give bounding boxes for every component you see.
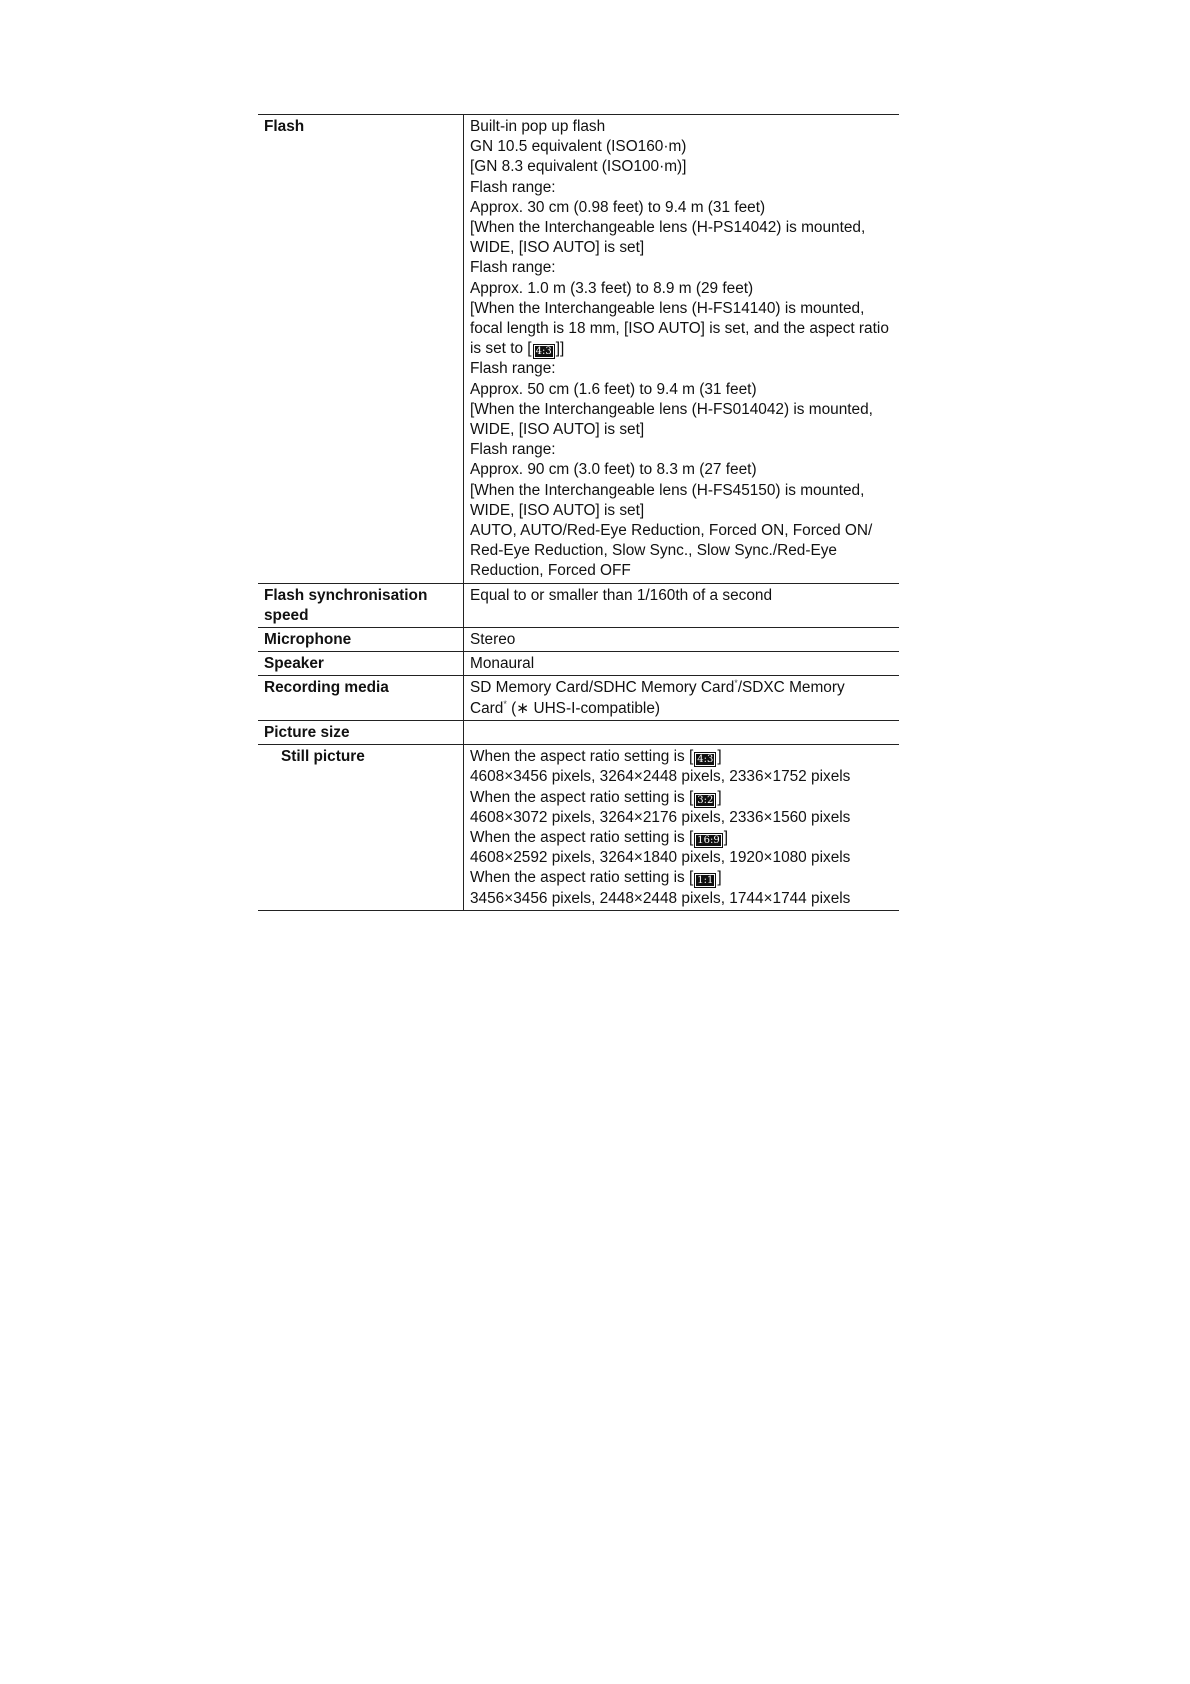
aspect-ratio-line — [470, 747, 899, 767]
flash-line: [When the Interchangeable lens (H-FS014042) is mounted, — [470, 400, 873, 418]
aspect-ratio-16-9-icon: 16:9 — [694, 833, 722, 848]
spec-label-flash-sync — [258, 583, 464, 627]
flash-line: WIDE, [ISO AUTO] is set] — [470, 421, 645, 439]
flash-line: [When the Interchangeable lens (H-FS45150) is mounted, — [470, 481, 865, 499]
specifications-table — [258, 114, 899, 911]
spec-label-picture-size: Picture size — [258, 720, 464, 744]
flash-sync-label-line: speed — [264, 606, 309, 624]
spec-label-still-picture: Still picture — [258, 745, 464, 911]
footnote-mark: * — [503, 698, 507, 709]
flash-line: Approx. 90 cm (3.0 feet) to 8.3 m (27 feet) — [470, 461, 757, 479]
flash-line: [When the Interchangeable lens (H-FS14140) is mounted, — [470, 299, 865, 317]
spec-label-microphone: Microphone — [258, 628, 464, 652]
recording-media-note: (∗ UHS-I-compatible) — [506, 699, 661, 717]
recording-media-text: /SDXC Memory — [737, 679, 845, 697]
flash-line: Flash range: — [470, 441, 556, 459]
aspect-suffix: ] — [723, 828, 729, 846]
spec-value-speaker: Monaural — [470, 655, 535, 673]
flash-line: WIDE, [ISO AUTO] is set] — [470, 239, 645, 257]
spec-label-recording-media: Recording media — [258, 676, 464, 720]
recording-media-text: SD Memory Card/SDHC Memory Card — [470, 679, 735, 697]
flash-line: WIDE, [ISO AUTO] is set] — [470, 501, 645, 519]
picture-sizes-line: 4608×3456 pixels, 3264×2448 pixels, 2336×1752 pixels — [470, 768, 851, 786]
flash-sync-label-line: Flash synchronisation — [264, 586, 428, 604]
flash-aspect-prefix: is set to [ — [470, 340, 532, 358]
aspect-prefix: When the aspect ratio setting is [ — [470, 788, 694, 806]
spec-row-recording-media — [258, 676, 899, 720]
spec-row-microphone — [258, 628, 899, 652]
flash-line: [GN 8.3 equivalent (ISO100·m)] — [470, 158, 687, 176]
flash-line: AUTO, AUTO/Red-Eye Reduction, Forced ON, Forced ON/ — [470, 522, 873, 540]
spec-row-picture-size — [258, 720, 899, 744]
spec-row-flash-sync — [258, 583, 899, 627]
aspect-suffix: ] — [717, 748, 722, 766]
spec-value-flash-sync: Equal to or smaller than 1/160th of a second — [470, 586, 773, 604]
flash-line: Built-in pop up flash — [470, 118, 606, 135]
flash-aspect-suffix: ]] — [555, 340, 565, 358]
flash-line: Flash range: — [470, 259, 556, 277]
aspect-ratio-line — [470, 828, 899, 848]
spec-value-flash — [464, 115, 900, 584]
aspect-ratio-line — [470, 788, 899, 808]
aspect-suffix: ] — [717, 869, 722, 887]
spec-value-picture-size — [464, 720, 900, 744]
recording-media-text: Card — [470, 699, 504, 717]
aspect-ratio-4-3-icon: 4:3 — [694, 752, 716, 767]
flash-line: Reduction, Forced OFF — [470, 562, 631, 580]
spec-value-recording-media — [464, 676, 900, 720]
spec-value-still-picture — [464, 745, 900, 911]
aspect-ratio-1-1-icon: 1:1 — [694, 873, 716, 888]
spec-row-still-picture — [258, 745, 899, 911]
aspect-suffix: ] — [717, 788, 722, 806]
spec-row-flash — [258, 115, 899, 584]
flash-line: GN 10.5 equivalent (ISO160·m) — [470, 138, 687, 156]
aspect-ratio-4-3-icon: 4:3 — [533, 344, 555, 359]
flash-line: Approx. 50 cm (1.6 feet) to 9.4 m (31 feet) — [470, 380, 757, 398]
flash-line: [When the Interchangeable lens (H-PS14042) is mounted, — [470, 219, 866, 237]
recording-media-line — [470, 699, 899, 719]
aspect-prefix: When the aspect ratio setting is [ — [470, 828, 694, 846]
flash-line: Red-Eye Reduction, Slow Sync., Slow Sync./Red-Eye — [470, 542, 837, 560]
spec-label-speaker: Speaker — [258, 652, 464, 676]
flash-line-aspect — [470, 339, 899, 359]
picture-sizes-line: 4608×3072 pixels, 3264×2176 pixels, 2336×1560 pixels — [470, 808, 851, 826]
aspect-prefix: When the aspect ratio setting is [ — [470, 748, 694, 766]
flash-line: focal length is 18 mm, [ISO AUTO] is set, and the aspect ratio — [470, 320, 889, 338]
spec-value-microphone: Stereo — [470, 631, 516, 649]
flash-line: Flash range: — [470, 178, 556, 196]
aspect-ratio-3-2-icon: 3:2 — [694, 793, 716, 808]
recording-media-line — [470, 678, 899, 698]
flash-line: Approx. 30 cm (0.98 feet) to 9.4 m (31 feet) — [470, 198, 766, 216]
picture-sizes-line: 3456×3456 pixels, 2448×2448 pixels, 1744×1744 pixels — [470, 889, 851, 907]
flash-line: Approx. 1.0 m (3.3 feet) to 8.9 m (29 feet) — [470, 279, 754, 297]
aspect-ratio-line — [470, 868, 899, 888]
spec-label-flash: Flash — [258, 115, 464, 584]
aspect-prefix: When the aspect ratio setting is [ — [470, 869, 694, 887]
picture-sizes-line: 4608×2592 pixels, 3264×1840 pixels, 1920×1080 pixels — [470, 849, 851, 867]
spec-row-speaker — [258, 652, 899, 676]
footnote-mark: * — [734, 678, 738, 689]
flash-line: Flash range: — [470, 360, 556, 378]
